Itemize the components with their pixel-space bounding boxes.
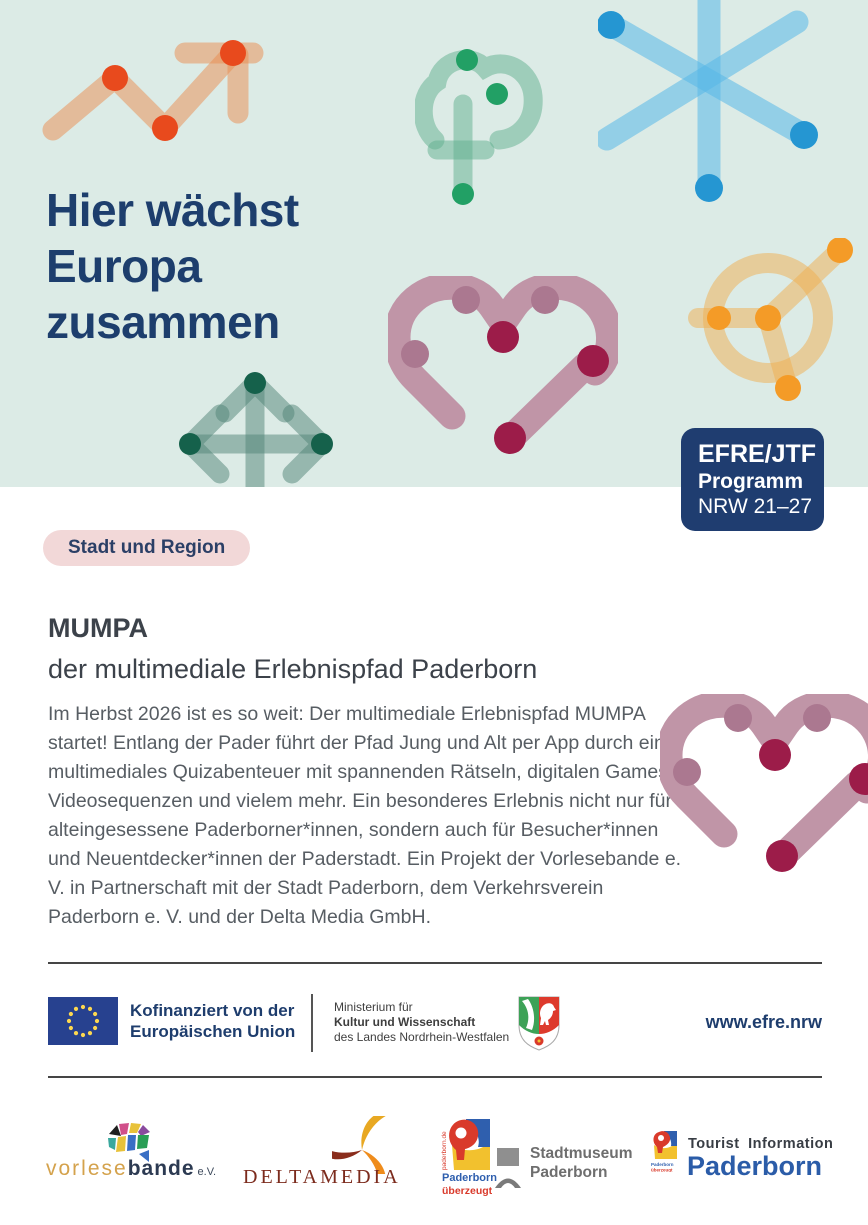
stadtmuseum-line-1: Stadtmuseum: [530, 1145, 633, 1162]
tourist-info-line-1: Tourist Information: [688, 1136, 834, 1152]
efre-jtf-badge: [681, 428, 824, 531]
paderborn-logo-icon: [440, 1118, 496, 1174]
heart-icon-side: [660, 694, 868, 872]
hero-title-line-3: zusammen: [46, 296, 280, 348]
heart-icon: [388, 276, 618, 454]
header-background: [0, 0, 868, 487]
asterisk-icon: [598, 0, 828, 212]
trend-arrow-icon: [40, 28, 270, 154]
crossroads-icon: [165, 368, 350, 487]
ministry-line-1: Ministerium für: [334, 1000, 413, 1014]
hero-title-line-2: Europa: [46, 240, 202, 292]
partner-stadtmuseum: [530, 1144, 633, 1182]
partner-deltamedia: DELTAMEDIA: [243, 1166, 401, 1188]
tourist-mini-line-1: Paderborn: [651, 1162, 674, 1167]
ministry-line-2: Kultur und Wissenschaft: [334, 1015, 476, 1029]
tourist-info-line-2: Paderborn: [687, 1151, 823, 1181]
footer-rule-top: [48, 962, 822, 964]
ministry-line-3: des Landes Nordrhein-Westfalen: [334, 1030, 510, 1044]
efre-website: www.efre.nrw: [705, 1012, 822, 1032]
project-subtitle: der multimediale Erlebnispfad Paderborn: [48, 654, 538, 684]
category-pill: Stadt und Region: [43, 530, 250, 566]
footer-divider: [311, 994, 313, 1052]
eu-funding-line-2: Europäischen Union: [130, 1022, 296, 1041]
paderborn-vertical-text: paderborn.de: [441, 1131, 448, 1170]
nrw-coat-of-arms-icon: [517, 995, 561, 1051]
stadtmuseum-logo-icon: [495, 1142, 523, 1190]
stadtmuseum-line-2: Paderborn: [530, 1164, 608, 1181]
eu-funding-line-1: Kofinanziert von der: [130, 1001, 295, 1020]
project-description: Im Herbst 2026 ist es so weit: Der multimediale Erlebnispfad MUMPA startet! Entlang der Pader führt der Pfad Jung und Alt per App durch ein multimediales Quizabenteuer mit spannenden Rätseln, digitalen Games, Videosequenzen und vielem mehr. Ein besonderes Erlebnis nicht nur für alteingesessene Paderborner*innen, sondern auch für Besucher*innen und Neuentdecker*innen der Paderstadt. Ein Projekt der Vorlesebande e. V. in Partnerschaft mit der Stadt Paderborn, dem Verkehrsverein Paderborn e. V. und der Delta Media GmbH.: [48, 703, 682, 928]
badge-program-word: Programm: [698, 470, 804, 493]
paderborn-city-line-1: Paderborn: [442, 1172, 498, 1184]
tourist-mini-line-2: überzeugt: [651, 1167, 673, 1172]
badge-program-period: NRW 21–27: [698, 495, 813, 518]
tree-icon: [415, 42, 550, 214]
vorlesebande-suffix: e.V.: [197, 1166, 217, 1178]
badge-program-name: EFRE/JTF: [698, 440, 817, 468]
hero-title-line-1: Hier wächst: [46, 184, 299, 236]
hub-icon: [688, 238, 868, 410]
eu-flag-icon: [48, 997, 118, 1045]
project-name: MUMPA: [48, 613, 148, 643]
footer-rule-bottom: [48, 1076, 822, 1078]
vorlesebande-name-part2: bande: [127, 1157, 195, 1180]
paderborn-city-line-2: überzeugt: [442, 1185, 493, 1197]
eu-funding-label: [130, 1000, 295, 1042]
hero-title: [46, 182, 299, 350]
ministry-label: [334, 1000, 509, 1045]
vorlesebande-name-part1: vorlese: [46, 1157, 128, 1180]
tourist-info-logo-icon: [650, 1130, 680, 1172]
partner-vorlesebande: [46, 1157, 216, 1181]
